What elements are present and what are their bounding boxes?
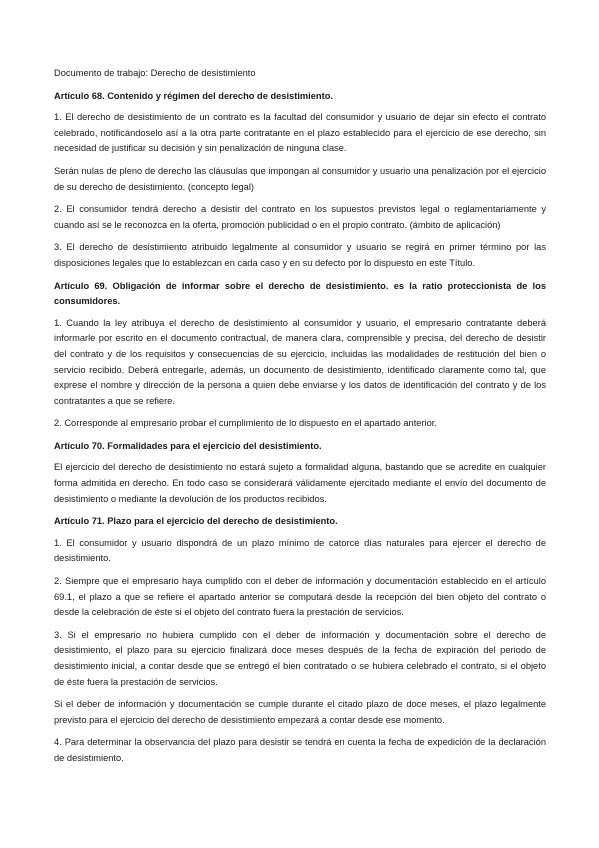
article-68-paragraph-1: 1. El derecho de desistimiento de un contrato es la facultad del consumidor y usuario de dejar sin efecto el contrato celebrado, notificándoselo así a la otra parte contratante en el plazo establecido para el ejercicio de ese derecho, sin necesidad de justificar su decisión y sin penalización de ninguna clase.	[54, 112, 546, 154]
document-title: Documento de trabajo: Derecho de desistimiento	[54, 68, 256, 78]
article-71-heading: Artículo 71. Plazo para el ejercicio del derecho de desistimiento.	[54, 516, 338, 527]
article-68-paragraph-2: Serán nulas de pleno de derecho las cláusulas que impongan al consumidor y usuario una penalización por el ejercicio de su derecho de desistimiento. (concepto legal)	[54, 165, 546, 192]
article-69-heading: Artículo 69. Obligación de informar sobre el derecho de desistimiento. es la ratio proteccionista de los consumidores.	[54, 280, 546, 307]
article-71-paragraph-3: 3. Si el empresario no hubiera cumplido con el deber de información y documentación sobre el derecho de desistimiento, el plazo para su ejercicio finalizará doce meses después de la fecha de expiración del periodo de desistimiento inicial, a contar desde que se entregó el bien contratado o se hubiera celebrado el contrato, si el objeto de éste fuera la prestación de servicios.	[54, 629, 546, 687]
article-70-heading: Artículo 70. Formalidades para el ejercicio del desistimiento.	[54, 440, 322, 451]
section-article-70	[54, 439, 546, 507]
article-71-paragraph-2: 2. Siempre que el empresario haya cumplido con el deber de información y documentación establecido en el artículo 69.1, el plazo a que se refiere el apartado anterior se computará desde la recepción del bien objeto del contrato o desde la celebración de éste si el objeto del contrato fuera la prestación de servicios.	[54, 576, 546, 618]
article-68-paragraph-3: 2. El consumidor tendrá derecho a desistir del contrato en los supuestos previstos legal o reglamentariamente y cuando así se le reconozca en la oferta, promoción publicidad o en el propio contrato. (ámbito de aplicación)	[54, 204, 546, 230]
article-71-paragraph-1: 1. El consumidor y usuario dispondrá de un plazo mínimo de catorce días naturales para ejercer el derecho de desistimiento.	[54, 537, 546, 564]
section-article-69	[54, 279, 546, 432]
section-article-71	[54, 514, 546, 766]
article-69-paragraph-1: 1. Cuando la ley atribuya el derecho de desistimiento al consumidor y usuario, el empresario contratante deberá informarle por escrito en el documento contractual, de manera clara, comprensible y precisa, del derecho de desistir del contrato y de los requisitos y consecuencias de su ejercicio, incluidas las modalidades de restitución del bien o servicio recibido. Deberá entregarle, además, un documento de desistimiento, identificado claramente como tal, que exprese el nombre y dirección de la persona a quien debe enviarse y los datos de identificación del contrato y de los contratantes a que se refiere.	[54, 317, 546, 406]
article-68-heading: Artículo 68. Contenido y régimen del derecho de desistimiento.	[54, 90, 333, 101]
article-71-paragraph-4: Si el deber de información y documentación se cumple durante el citado plazo de doce meses, el plazo legalmente previsto para el ejercicio del derecho de desistimiento empezará a contar desde ese momento.	[54, 699, 546, 725]
article-69-paragraph-2: 2. Corresponde al empresario probar el cumplimiento de lo dispuesto en el apartado anterior.	[54, 418, 437, 429]
article-68-paragraph-4: 3. El derecho de desistimiento atribuido legalmente al consumidor y usuario se regirá en primer término por las disposiciones legales que lo establezcan en cada caso y en su defecto por lo dispuesto en este Título.	[54, 242, 546, 268]
section-article-68	[54, 89, 546, 272]
article-71-paragraph-5: 4. Para determinar la observancia del plazo para desistir se tendrá en cuenta la fecha de expedición de la declaración de desistimiento.	[54, 737, 546, 763]
document-body	[54, 66, 546, 774]
article-70-paragraph-1: El ejercicio del derecho de desistimiento no estará sujeto a formalidad alguna, bastando que se acredite en cualquier forma admitida en derecho. En todo caso se considerará válidamente ejercitado mediante el envío del documento de desistimiento o mediante la devolución de los productos recibidos.	[54, 462, 546, 504]
